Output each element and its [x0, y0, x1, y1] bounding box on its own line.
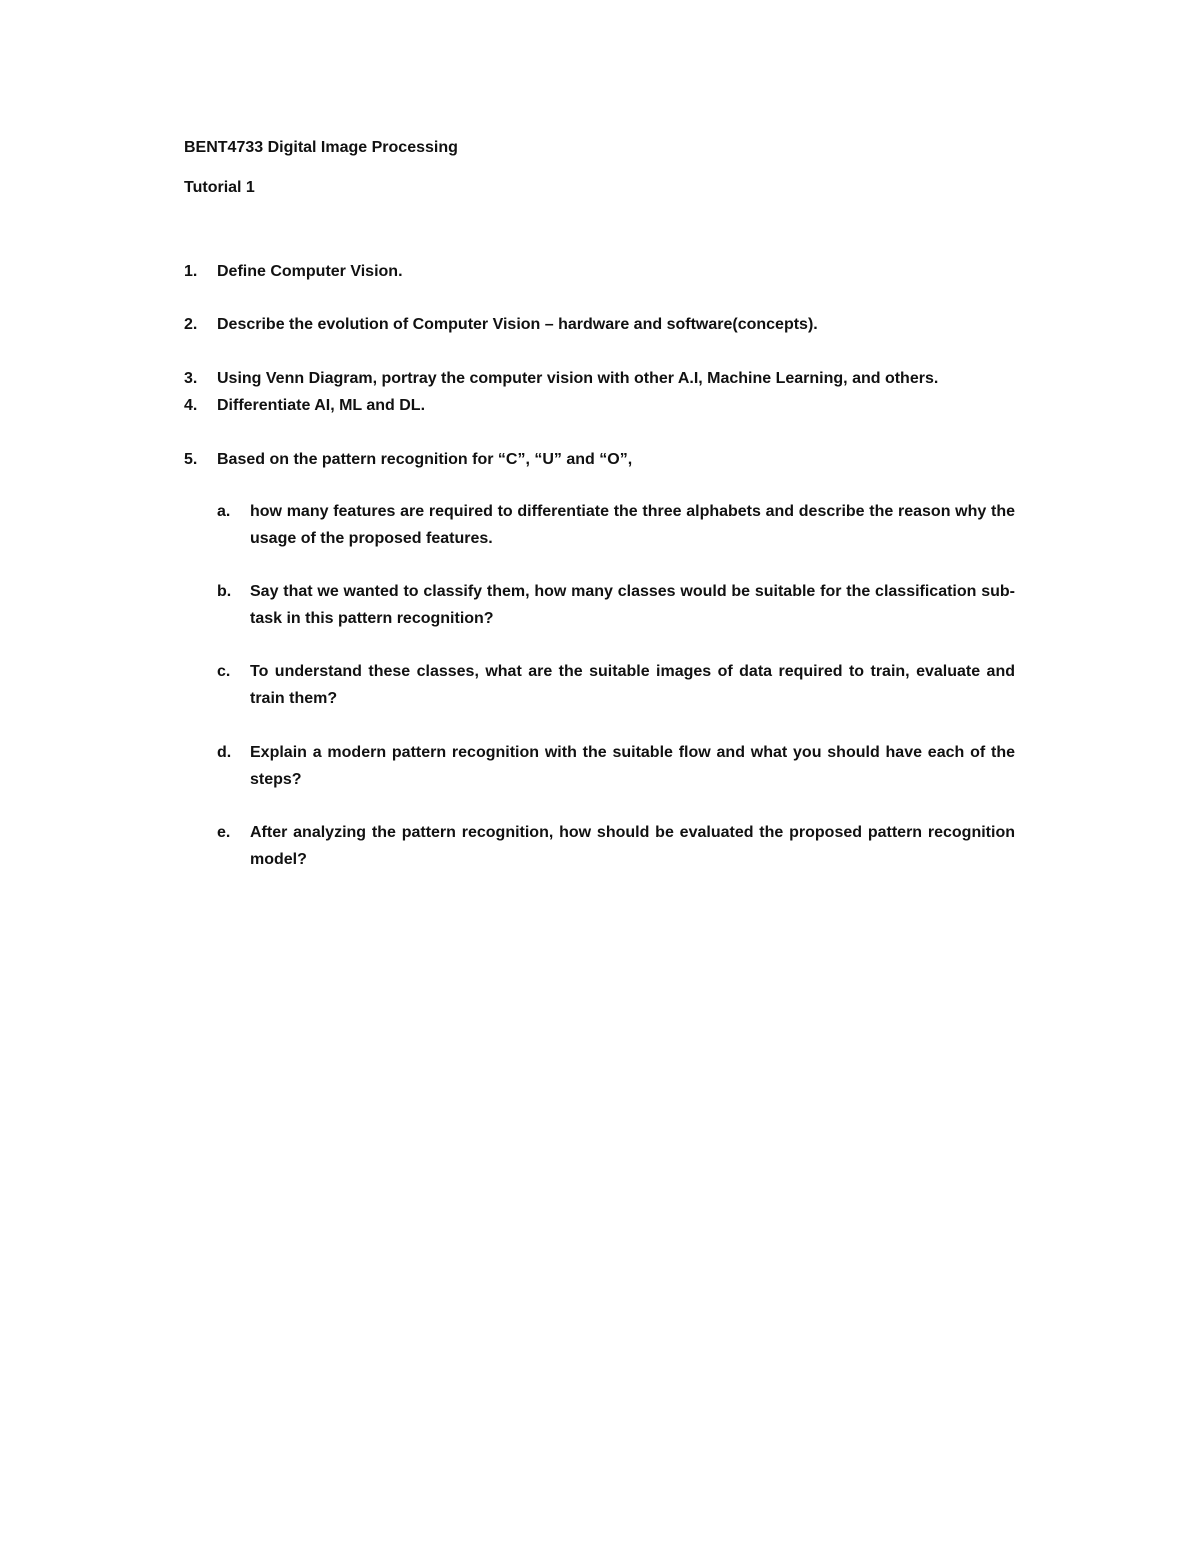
- subquestion-letter: d.: [217, 744, 232, 761]
- document-subtitle: Tutorial 1: [184, 179, 255, 196]
- subquestion-text: Explain a modern pattern recognition with the suitable flow and what you should have each of the steps?: [250, 744, 1015, 788]
- document-title: BENT4733 Digital Image Processing: [184, 139, 458, 156]
- question-text: Based on the pattern recognition for “C”, “U” and “O”,: [217, 451, 633, 468]
- question-text: Define Computer Vision.: [217, 263, 403, 280]
- question-number: 5.: [184, 451, 198, 468]
- question-text: Differentiate AI, ML and DL.: [217, 397, 426, 414]
- question-number: 1.: [184, 263, 198, 280]
- question-text: Describe the evolution of Computer Vision – hardware and software(concepts).: [217, 316, 818, 333]
- subquestion-text: how many features are required to differentiate the three alphabets and describe the reason why the usage of the proposed features.: [250, 503, 1015, 547]
- subquestion-letter: c.: [217, 663, 231, 680]
- subquestion-text: To understand these classes, what are the suitable images of data required to train, evaluate and train them?: [250, 663, 1015, 707]
- question-number: 2.: [184, 316, 198, 333]
- subquestion-text: Say that we wanted to classify them, how many classes would be suitable for the classification sub-task in this pattern recognition?: [250, 583, 1015, 627]
- subquestion-letter: e.: [217, 824, 231, 841]
- subquestion-text: After analyzing the pattern recognition, how should be evaluated the proposed pattern recognition model?: [250, 824, 1015, 868]
- question-number: 4.: [184, 397, 198, 414]
- question-number: 3.: [184, 370, 198, 387]
- subquestion-letter: a.: [217, 503, 231, 520]
- question-text: Using Venn Diagram, portray the computer vision with other A.I, Machine Learning, and others.: [217, 370, 939, 387]
- subquestion-letter: b.: [217, 583, 232, 600]
